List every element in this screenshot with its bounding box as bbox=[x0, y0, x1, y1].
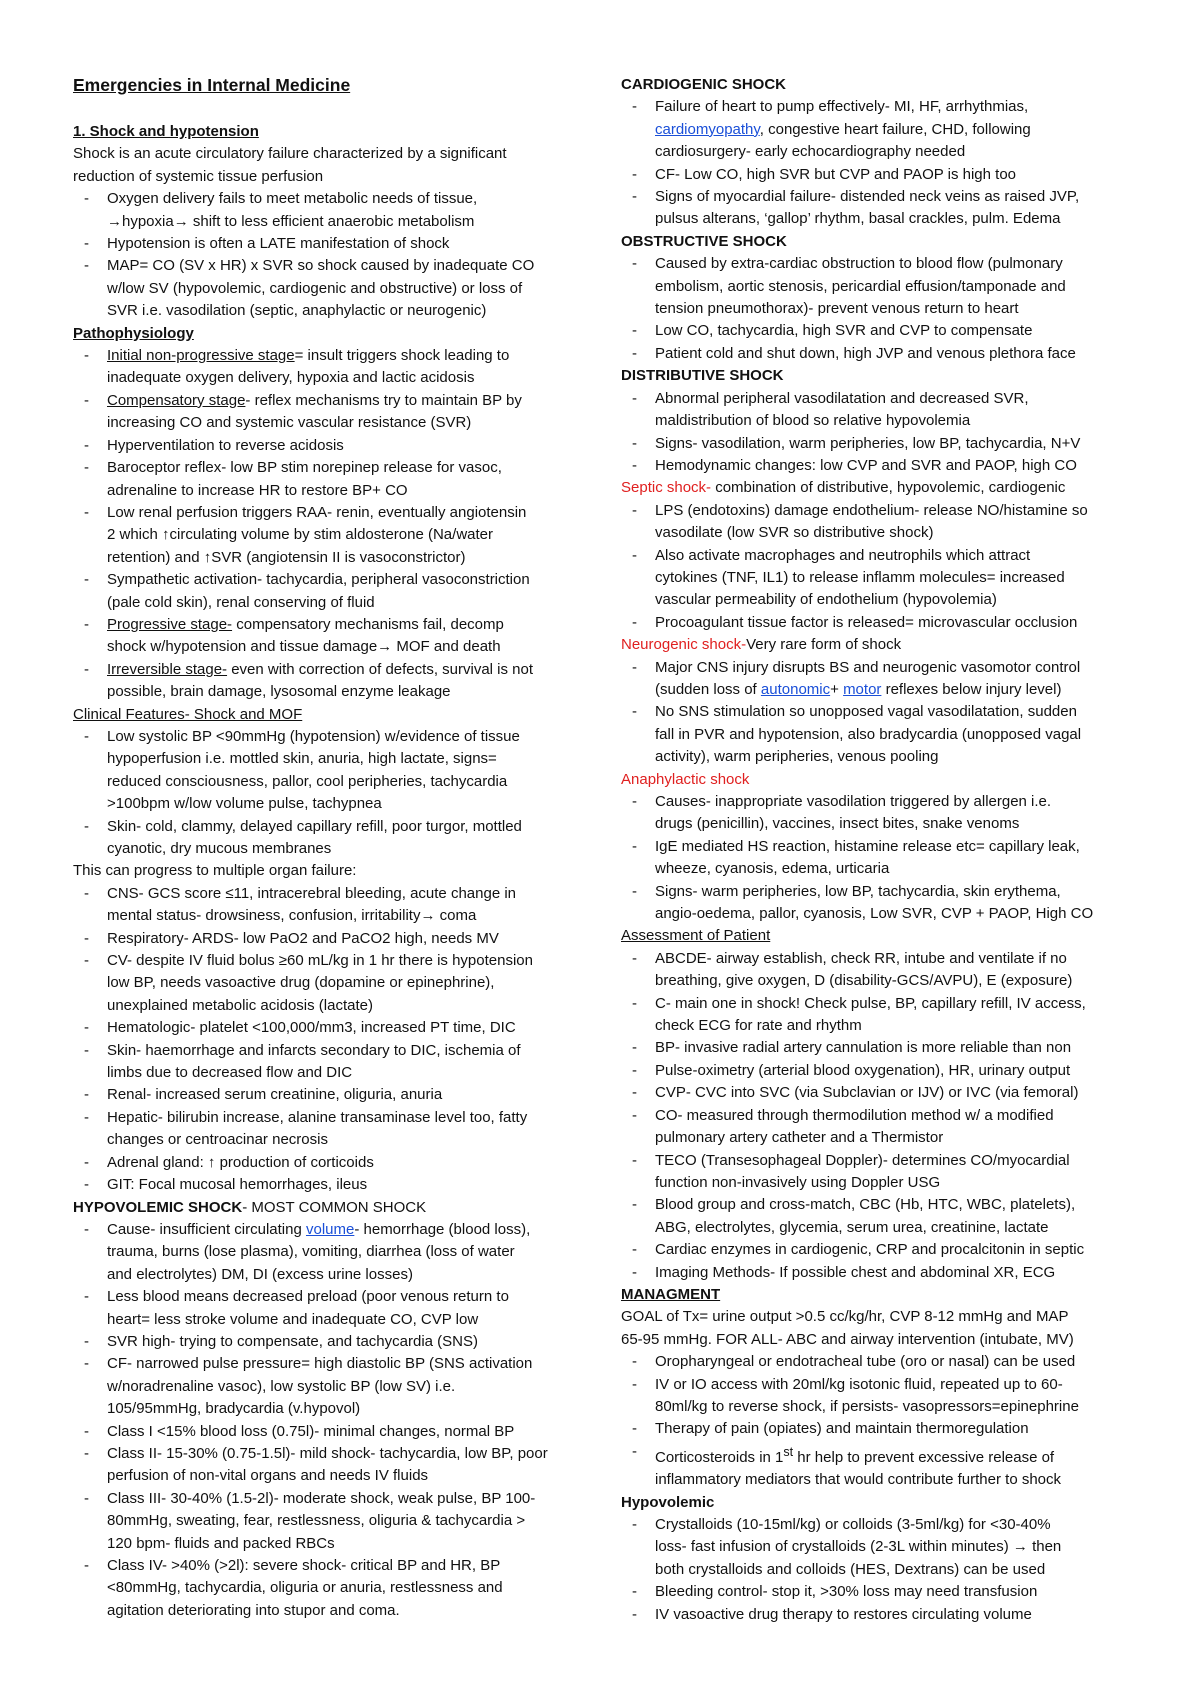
bullet-continuation: vasodilate (low SVR so distributive shock) bbox=[655, 524, 934, 542]
bullet-continuation: inadequate oxygen delivery, hypoxia and lactic acidosis bbox=[107, 369, 475, 387]
text-segment: - reflex mechanisms try to maintain BP by bbox=[245, 391, 522, 409]
inline-link[interactable]: motor bbox=[843, 680, 882, 698]
bullet-item: - CF- narrowed pulse pressure= high diastolic BP (SNS activation bbox=[73, 1353, 593, 1375]
bullet-continuation: function non-invasively using Doppler USG bbox=[655, 1173, 941, 1191]
bullet-item: - No SNS stimulation so unopposed vagal vasodilatation, sudden bbox=[621, 701, 1127, 723]
bullet-continuation: fall in PVR and hypotension, also bradycardia (unopposed vagal bbox=[655, 725, 1082, 743]
text-segment: even with correction of defects, survival is not bbox=[227, 660, 534, 678]
bullet-continuation bbox=[621, 119, 1127, 141]
bullet-continuation: w/noradrenaline vasoc), low systolic BP (low SV) i.e. bbox=[107, 1377, 456, 1395]
section-heading: Hypovolemic bbox=[621, 1493, 715, 1511]
document-title: Emergencies in Internal Medicine bbox=[73, 75, 351, 95]
left-column bbox=[73, 74, 593, 1622]
text-segment: - MOST COMMON SHOCK bbox=[242, 1198, 427, 1216]
bullet-item: - Signs of myocardial failure- distended neck veins as raised JVP, bbox=[621, 186, 1127, 208]
text-line: This can progress to multiple organ failure: bbox=[73, 862, 357, 880]
text-segment: (sudden loss of bbox=[655, 680, 761, 698]
bullet-continuation: 105/95mmHg, bradycardia (v.hypovol) bbox=[107, 1400, 361, 1418]
bullet-item bbox=[73, 390, 593, 412]
bullet-item: - Hepatic- bilirubin increase, alanine transaminase level too, fatty bbox=[73, 1107, 593, 1129]
text-segment: Very rare form of shock bbox=[746, 636, 902, 654]
bullet-item: - Oxygen delivery fails to meet metabolic needs of tissue, bbox=[73, 188, 593, 210]
text-segment: = insult triggers shock leading to bbox=[294, 347, 510, 365]
bullet-item: - MAP= CO (SV x HR) x SVR so shock caused by inadequate CO bbox=[73, 255, 593, 277]
bullet-item: - Class II- 15-30% (0.75-1.5l)- mild shock- tachycardia, low BP, poor bbox=[73, 1443, 593, 1465]
inline-link[interactable]: volume bbox=[305, 1220, 355, 1238]
bullet-continuation: check ECG for rate and rhythm bbox=[655, 1017, 862, 1035]
bullet-continuation: agitation deteriorating into stupor and coma. bbox=[107, 1601, 400, 1619]
bullet-item: - SVR high- trying to compensate, and tachycardia (SNS) bbox=[73, 1331, 593, 1353]
bullet-continuation: possible, brain damage, lysosomal enzyme leakage bbox=[107, 683, 451, 701]
text-segment: , congestive heart failure, CHD, following bbox=[759, 120, 1031, 138]
text-line bbox=[621, 634, 1127, 656]
bullet-continuation: loss- fast infusion of crystalloids (2-3L within minutes) → then bbox=[655, 1538, 1062, 1556]
text-segment: st bbox=[783, 1444, 794, 1459]
bullet-continuation: (pale cold skin), renal conserving of fluid bbox=[107, 593, 375, 611]
bullet-item: - Respiratory- ARDS- low PaO2 and PaCO2 high, needs MV bbox=[73, 928, 593, 950]
bullet-item: - Causes- inappropriate vasodilation triggered by allergen i.e. bbox=[621, 791, 1127, 813]
bullet-continuation: inflammatory mediators that would contribute further to shock bbox=[655, 1471, 1062, 1489]
bullet-item: - GIT: Focal mucosal hemorrhages, ileus bbox=[73, 1174, 593, 1196]
bullet-item: - Pulse-oximetry (arterial blood oxygenation), HR, urinary output bbox=[621, 1060, 1127, 1082]
bullet-item bbox=[73, 1219, 593, 1241]
bullet-item: - IgE mediated HS reaction, histamine release etc= capillary leak, bbox=[621, 836, 1127, 858]
bullet-item: - CF- Low CO, high SVR but CVP and PAOP is high too bbox=[621, 164, 1127, 186]
section-heading: DISTRIBUTIVE SHOCK bbox=[621, 367, 784, 385]
bullet-continuation: drugs (penicillin), vaccines, insect bites, snake venoms bbox=[655, 815, 1020, 833]
bullet-item bbox=[73, 614, 593, 636]
bullet-item: - Class I <15% blood loss (0.75l)- minimal changes, normal BP bbox=[73, 1421, 593, 1443]
bullet-continuation: embolism, aortic stenosis, pericardial effusion/tamponade and bbox=[655, 277, 1066, 295]
text-line: reduction of systemic tissue perfusion bbox=[73, 167, 324, 185]
bullet-continuation: w/low SV (hypovolemic, cardiogenic and obstructive) or loss of bbox=[107, 279, 523, 297]
text-segment: Cause- insufficient circulating bbox=[107, 1220, 306, 1238]
bullet-item: - LPS (endotoxins) damage endothelium- release NO/histamine so bbox=[621, 500, 1127, 522]
text-segment: Progressive stage- bbox=[107, 615, 233, 633]
text-segment: + bbox=[830, 680, 844, 698]
bullet-item: - Therapy of pain (opiates) and maintain thermoregulation bbox=[621, 1418, 1127, 1440]
bullet-continuation: wheeze, cyanosis, edema, urticaria bbox=[655, 860, 890, 878]
bullet-item bbox=[73, 659, 593, 681]
bullet-item: - Class III- 30-40% (1.5-2l)- moderate shock, weak pulse, BP 100- bbox=[73, 1488, 593, 1510]
bullet-continuation: both crystalloids and colloids (HES, Dextrans) can be used bbox=[655, 1560, 1046, 1578]
bullet-continuation: unexplained metabolic acidosis (lactate) bbox=[107, 996, 373, 1014]
bullet-item: - ABCDE- airway establish, check RR, intube and ventilate if no bbox=[621, 948, 1127, 970]
text-segment: - hemorrhage (blood loss), bbox=[354, 1220, 531, 1238]
section-heading: CARDIOGENIC SHOCK bbox=[621, 76, 787, 93]
bullet-item: - Hypotension is often a LATE manifestation of shock bbox=[73, 233, 593, 255]
text-line: 65-95 mmHg. FOR ALL- ABC and airway intervention (intubate, MV) bbox=[621, 1330, 1074, 1348]
bullet-item: - Crystalloids (10-15ml/kg) or colloids (3-5ml/kg) for <30-40% bbox=[621, 1514, 1127, 1536]
inline-link[interactable]: autonomic bbox=[760, 680, 831, 698]
text-segment: Irreversible stage- bbox=[107, 660, 228, 678]
bullet-item: - Baroceptor reflex- low BP stim norepinep release for vasoc, bbox=[73, 457, 593, 479]
bullet-item: - Signs- vasodilation, warm peripheries, low BP, tachycardia, N+V bbox=[621, 433, 1127, 455]
bullet-continuation: retention) and ↑SVR (angiotensin II is vasoconstrictor) bbox=[107, 548, 466, 566]
bullet-continuation: perfusion of non-vital organs and needs IV fluids bbox=[107, 1467, 429, 1485]
bullet-continuation: changes or centroacinar necrosis bbox=[107, 1131, 328, 1149]
bullet-continuation: low BP, needs vasoactive drug (dopamine or epinephrine), bbox=[107, 974, 495, 992]
bullet-continuation: tension pneumothorax)- prevent venous return to heart bbox=[655, 300, 1019, 318]
bullet-continuation: SVR i.e. vasodilation (septic, anaphylactic or neurogenic) bbox=[107, 302, 487, 320]
bullet-item: - Blood group and cross-match, CBC (Hb, HTC, WBC, platelets), bbox=[621, 1194, 1127, 1216]
bullet-item: - TECO (Transesophageal Doppler)- determines CO/myocardial bbox=[621, 1150, 1127, 1172]
text-segment: reflexes below injury level) bbox=[881, 680, 1062, 698]
bullet-continuation: vascular permeability of endothelium (hypovolemia) bbox=[655, 591, 997, 609]
text-segment: combination of distributive, hypovolemic, cardiogenic bbox=[711, 479, 1066, 497]
text-segment: Septic shock- bbox=[621, 479, 712, 497]
bullet-item: - Also activate macrophages and neutrophils which attract bbox=[621, 545, 1127, 567]
bullet-item: - Failure of heart to pump effectively- MI, HF, arrhythmias, bbox=[621, 96, 1127, 118]
bullet-continuation: and electrolytes) DM, DI (excess urine losses) bbox=[107, 1265, 413, 1283]
bullet-item: - Bleeding control- stop it, >30% loss may need transfusion bbox=[621, 1581, 1127, 1603]
bullet-item: - C- main one in shock! Check pulse, BP, capillary refill, IV access, bbox=[621, 993, 1127, 1015]
bullet-item: - BP- invasive radial artery cannulation is more reliable than non bbox=[621, 1037, 1127, 1059]
inline-link[interactable]: cardiomyopathy bbox=[655, 120, 760, 138]
bullet-item bbox=[73, 345, 593, 367]
text-line bbox=[73, 1197, 593, 1219]
bullet-continuation: reduced consciousness, pallor, cool peripheries, tachycardia bbox=[107, 772, 508, 790]
text-segment: Neurogenic shock- bbox=[621, 636, 747, 654]
bullet-item: - Skin- haemorrhage and infarcts secondary to DIC, ischemia of bbox=[73, 1040, 593, 1062]
bullet-item: - Signs- warm peripheries, low BP, tachycardia, skin erythema, bbox=[621, 881, 1127, 903]
bullet-item: - Imaging Methods- If possible chest and abdominal XR, ECG bbox=[621, 1262, 1127, 1284]
bullet-continuation: adrenaline to increase HR to restore BP+ CO bbox=[107, 481, 408, 499]
bullet-item: - Low CO, tachycardia, high SVR and CVP to compensate bbox=[621, 320, 1127, 342]
bullet-continuation: cyanotic, dry mucous membranes bbox=[107, 840, 332, 857]
bullet-item: - Hemodynamic changes: low CVP and SVR and PAOP, high CO bbox=[621, 455, 1127, 477]
bullet-item: - Class IV- >40% (>2l): severe shock- critical BP and HR, BP bbox=[73, 1555, 593, 1577]
bullet-item: - Less blood means decreased preload (poor venous return to bbox=[73, 1286, 593, 1308]
bullet-continuation: pulsus alterans, ‘gallop’ rhythm, basal crackles, pulm. Edema bbox=[655, 210, 1061, 228]
text-line: GOAL of Tx= urine output >0.5 cc/kg/hr, CVP 8-12 mmHg and MAP bbox=[621, 1308, 1069, 1326]
right-column-lines bbox=[621, 74, 1127, 1626]
bullet-item: - IV or IO access with 20ml/kg isotonic fluid, repeated up to 60- bbox=[621, 1374, 1127, 1396]
bullet-continuation: limbs due to decreased flow and DIC bbox=[107, 1064, 353, 1082]
bullet-continuation: ABG, electrolytes, glycemia, serum urea, creatinine, lactate bbox=[655, 1218, 1049, 1236]
bullet-item: - CVP- CVC into SVC (via Subclavian or IJV) or IVC (via femoral) bbox=[621, 1082, 1127, 1104]
bullet-continuation: →hypoxia→ shift to less efficient anaerobic metabolism bbox=[107, 212, 475, 230]
bullet-continuation: cardiosurgery- early echocardiography needed bbox=[655, 143, 966, 161]
bullet-continuation: activity), warm peripheries, venous pooling bbox=[655, 748, 939, 766]
bullet-item bbox=[621, 1441, 1127, 1469]
bullet-item: - CNS- GCS score ≤11, intracerebral bleeding, acute change in bbox=[73, 883, 593, 905]
bullet-continuation: trauma, burns (lose plasma), vomiting, diarrhea (loss of water bbox=[107, 1243, 515, 1261]
section-heading: Pathophysiology bbox=[73, 324, 194, 342]
bullet-continuation bbox=[621, 679, 1127, 701]
right-column bbox=[621, 74, 1127, 1626]
bullet-item: - IV vasoactive drug therapy to restores circulating volume bbox=[621, 1604, 1127, 1626]
bullet-continuation: maldistribution of blood so relative hypovolemia bbox=[655, 412, 971, 430]
bullet-item: - Major CNS injury disrupts BS and neurogenic vasomotor control bbox=[621, 657, 1127, 679]
section-heading: Clinical Features- Shock and MOF bbox=[73, 705, 303, 723]
text-segment: Compensatory stage bbox=[107, 391, 246, 409]
bullet-continuation: shock w/hypotension and tissue damage→ MOF and death bbox=[107, 638, 501, 656]
text-segment: Corticosteroids in 1 bbox=[655, 1448, 784, 1466]
bullet-item: - Procoagulant tissue factor is released= microvascular occlusion bbox=[621, 612, 1127, 634]
text-segment: hr help to prevent excessive release of bbox=[793, 1448, 1055, 1466]
section-heading: Anaphylactic shock bbox=[621, 770, 750, 788]
bullet-item: - Renal- increased serum creatinine, oliguria, anuria bbox=[73, 1084, 593, 1106]
bullet-continuation: 80mmHg, sweating, fear, restlessness, oliguria & tachycardia > bbox=[107, 1512, 526, 1530]
bullet-continuation: mental status- drowsiness, confusion, irritability→ coma bbox=[107, 907, 477, 925]
text-line: Shock is an acute circulatory failure characterized by a significant bbox=[73, 145, 507, 163]
bullet-continuation: 2 which ↑circulating volume by stim aldosterone (Na/water bbox=[107, 526, 493, 544]
bullet-continuation: pulmonary artery catheter and a Thermistor bbox=[655, 1129, 944, 1147]
bullet-continuation: >100bpm w/low volume pulse, tachypnea bbox=[107, 795, 382, 813]
section-heading: OBSTRUCTIVE SHOCK bbox=[621, 232, 787, 250]
bullet-item: - Hyperventilation to reverse acidosis bbox=[73, 435, 593, 457]
bullet-item: - Oropharyngeal or endotracheal tube (oro or nasal) can be used bbox=[621, 1351, 1127, 1373]
bullet-item: - CV- despite IV fluid bolus ≥60 mL/kg in 1 hr there is hypotension bbox=[73, 950, 593, 972]
bullet-item: - Adrenal gland: ↑ production of corticoids bbox=[73, 1152, 593, 1174]
bullet-continuation: increasing CO and systemic vascular resistance (SVR) bbox=[107, 414, 472, 432]
bullet-item: - Low renal perfusion triggers RAA- renin, eventually angiotensin bbox=[73, 502, 593, 524]
bullet-item: - Low systolic BP <90mmHg (hypotension) w/evidence of tissue bbox=[73, 726, 593, 748]
section-heading: Assessment of Patient bbox=[621, 927, 771, 945]
bullet-item: - Abnormal peripheral vasodilatation and decreased SVR, bbox=[621, 388, 1127, 410]
bullet-item: - CO- measured through thermodilution method w/ a modified bbox=[621, 1105, 1127, 1127]
bullet-continuation: heart= less stroke volume and inadequate CO, CVP low bbox=[107, 1310, 479, 1328]
bullet-continuation: <80mmHg, tachycardia, oliguria or anuria, restlessness and bbox=[107, 1579, 503, 1597]
bullet-item: - Skin- cold, clammy, delayed capillary refill, poor turgor, mottled bbox=[73, 816, 593, 838]
section-heading: 1. Shock and hypotension bbox=[73, 123, 259, 140]
bullet-item: - Hematologic- platelet <100,000/mm3, increased PT time, DIC bbox=[73, 1017, 593, 1039]
text-segment: HYPOVOLEMIC SHOCK bbox=[73, 1198, 243, 1216]
text-line bbox=[621, 477, 1127, 499]
bullet-continuation: 80ml/kg to reverse shock, if persists- vasopressors=epinephrine bbox=[655, 1397, 1079, 1415]
section-heading: MANAGMENT bbox=[621, 1285, 721, 1303]
bullet-item: - Caused by extra-cardiac obstruction to blood flow (pulmonary bbox=[621, 253, 1127, 275]
text-segment: compensatory mechanisms fail, decomp bbox=[232, 615, 504, 633]
bullet-item: - Sympathetic activation- tachycardia, peripheral vasoconstriction bbox=[73, 569, 593, 591]
bullet-continuation: 120 bpm- fluids and packed RBCs bbox=[107, 1534, 335, 1552]
bullet-continuation: angio-oedema, pallor, cyanosis, Low SVR, CVP + PAOP, High CO bbox=[655, 905, 1094, 923]
bullet-item: - Patient cold and shut down, high JVP and venous plethora face bbox=[621, 343, 1127, 365]
bullet-continuation: cytokines (TNF, IL1) to release inflamm molecules= increased bbox=[655, 568, 1065, 586]
bullet-continuation: breathing, give oxygen, D (disability-GCS/AVPU), E (exposure) bbox=[655, 972, 1073, 990]
text-segment: Initial non-progressive stage bbox=[107, 347, 295, 365]
left-column-lines bbox=[73, 121, 593, 1622]
bullet-item: - Cardiac enzymes in cardiogenic, CRP and procalcitonin in septic bbox=[621, 1239, 1127, 1261]
bullet-continuation: hypoperfusion i.e. mottled skin, anuria, high lactate, signs= bbox=[107, 750, 497, 768]
